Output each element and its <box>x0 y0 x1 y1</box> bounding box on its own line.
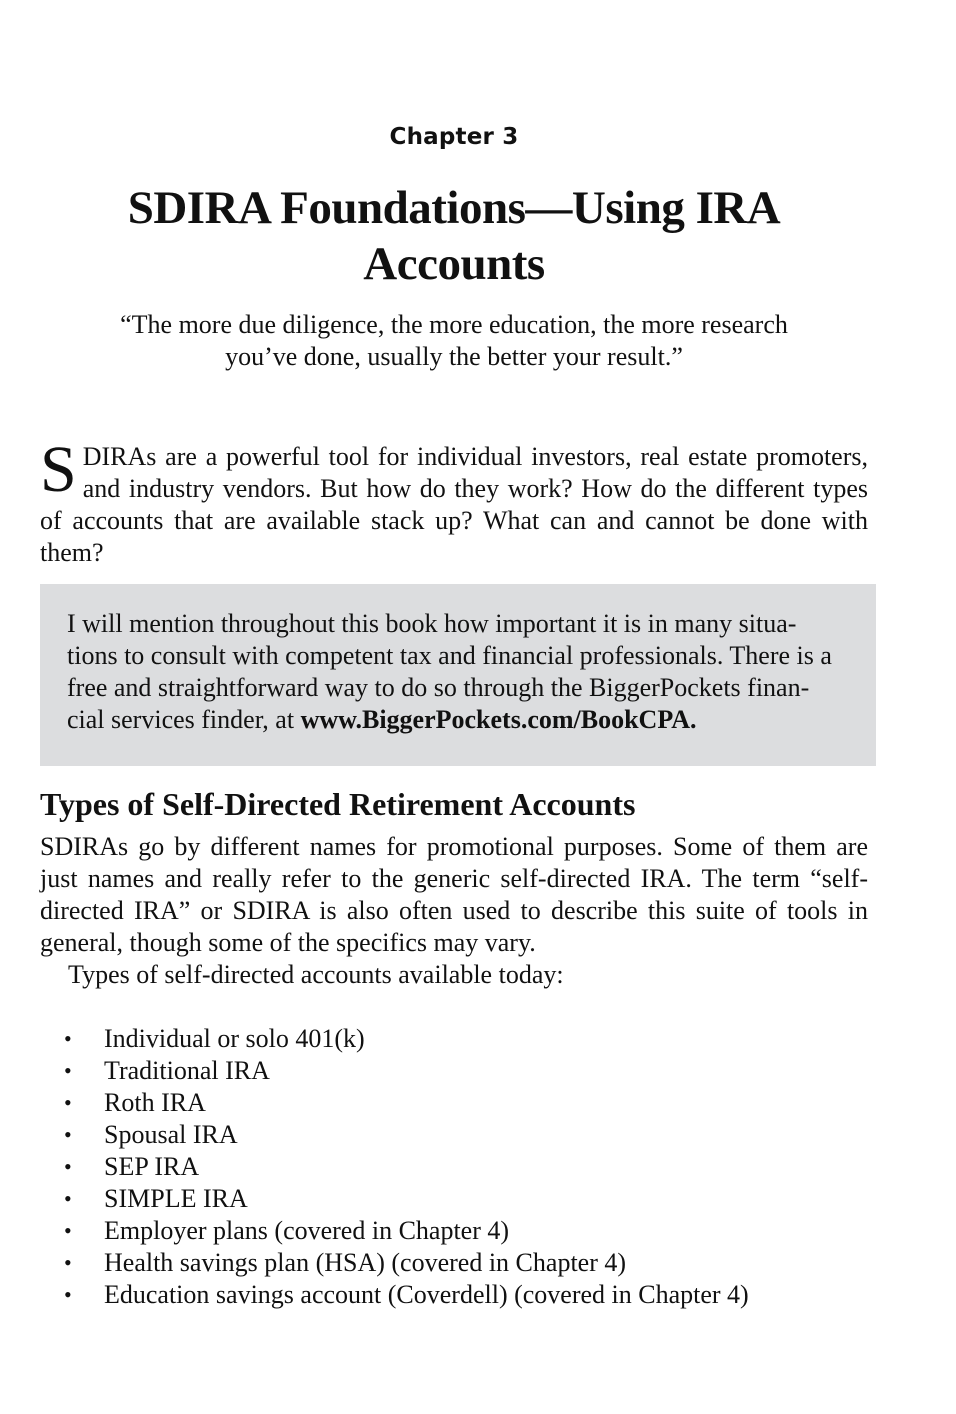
callout-line-3: free and straightforward way to do so through the BiggerPockets finan- <box>67 673 810 702</box>
list-item <box>64 1279 749 1311</box>
list-item-text: Individual or solo 401(k) <box>104 1024 365 1053</box>
callout-text <box>67 608 876 736</box>
list-lead-in: Types of self-directed accounts available today: <box>68 960 564 989</box>
section-heading: Types of Self-Directed Retirement Accounts <box>40 786 636 822</box>
bullet-icon: • <box>64 1282 72 1307</box>
list-item-text: Education savings account (Coverdell) (covered in Chapter 4) <box>104 1280 749 1309</box>
callout-link[interactable]: www.BiggerPockets.com/BookCPA. <box>300 705 697 734</box>
list-item <box>64 1119 749 1151</box>
list-item <box>64 1215 749 1247</box>
list-item <box>64 1151 749 1183</box>
callout-line-1: I will mention throughout this book how important it is in many situa- <box>67 609 797 638</box>
list-item <box>64 1055 749 1087</box>
intro-text: DIRAs are a powerful tool for individual investors, real estate promoters, and industry vendors. But how do they work? How do the different types of accounts that are available stack up? What can and cannot be done with them? <box>40 442 868 567</box>
epigraph-line-1: “The more due diligence, the more education, the more research <box>120 310 788 339</box>
list-item-text: SIMPLE IRA <box>104 1184 248 1213</box>
drop-cap: S <box>40 433 77 506</box>
epigraph-line-2: you’ve done, usually the better your result.” <box>225 342 683 371</box>
callout-box <box>40 584 876 766</box>
list-item <box>64 1023 749 1055</box>
epigraph <box>40 309 868 373</box>
list-item-text: Roth IRA <box>104 1088 206 1117</box>
chapter-title: SDIRA Foundations—Using IRA Accounts <box>127 182 781 290</box>
list-item-text: Traditional IRA <box>104 1056 270 1085</box>
bullet-icon: • <box>64 1218 72 1243</box>
list-item-text: Employer plans (covered in Chapter 4) <box>104 1216 510 1245</box>
bullet-icon: • <box>64 1026 72 1051</box>
list-item <box>64 1087 749 1119</box>
bullet-icon: • <box>64 1154 72 1179</box>
list-item <box>64 1247 749 1279</box>
bullet-icon: • <box>64 1058 72 1083</box>
chapter-label: Chapter 3 <box>389 124 519 150</box>
section-body <box>40 831 868 959</box>
callout-line-4-prefix: cial services finder, at <box>67 705 301 734</box>
bullet-icon: • <box>64 1090 72 1115</box>
list-item-text: SEP IRA <box>104 1152 200 1181</box>
section-paragraph: SDIRAs go by different names for promotional purposes. Some of them are just names and really refer to the generic self-directed IRA. The term “self-directed IRA” or SDIRA is also often used to describe this suite of tools in general, though some of the specifics may vary. <box>40 832 868 957</box>
callout-line-2: tions to consult with competent tax and financial professionals. There is a <box>67 641 832 670</box>
bullet-icon: • <box>64 1250 72 1275</box>
list-item <box>64 1183 749 1215</box>
list-item-text: Spousal IRA <box>104 1120 238 1149</box>
account-types-list <box>64 1023 749 1311</box>
bullet-icon: • <box>64 1186 72 1211</box>
list-item-text: Health savings plan (HSA) (covered in Chapter 4) <box>104 1248 627 1277</box>
intro-paragraph <box>40 433 868 569</box>
callout-line-4 <box>67 704 876 736</box>
bullet-icon: • <box>64 1122 72 1147</box>
